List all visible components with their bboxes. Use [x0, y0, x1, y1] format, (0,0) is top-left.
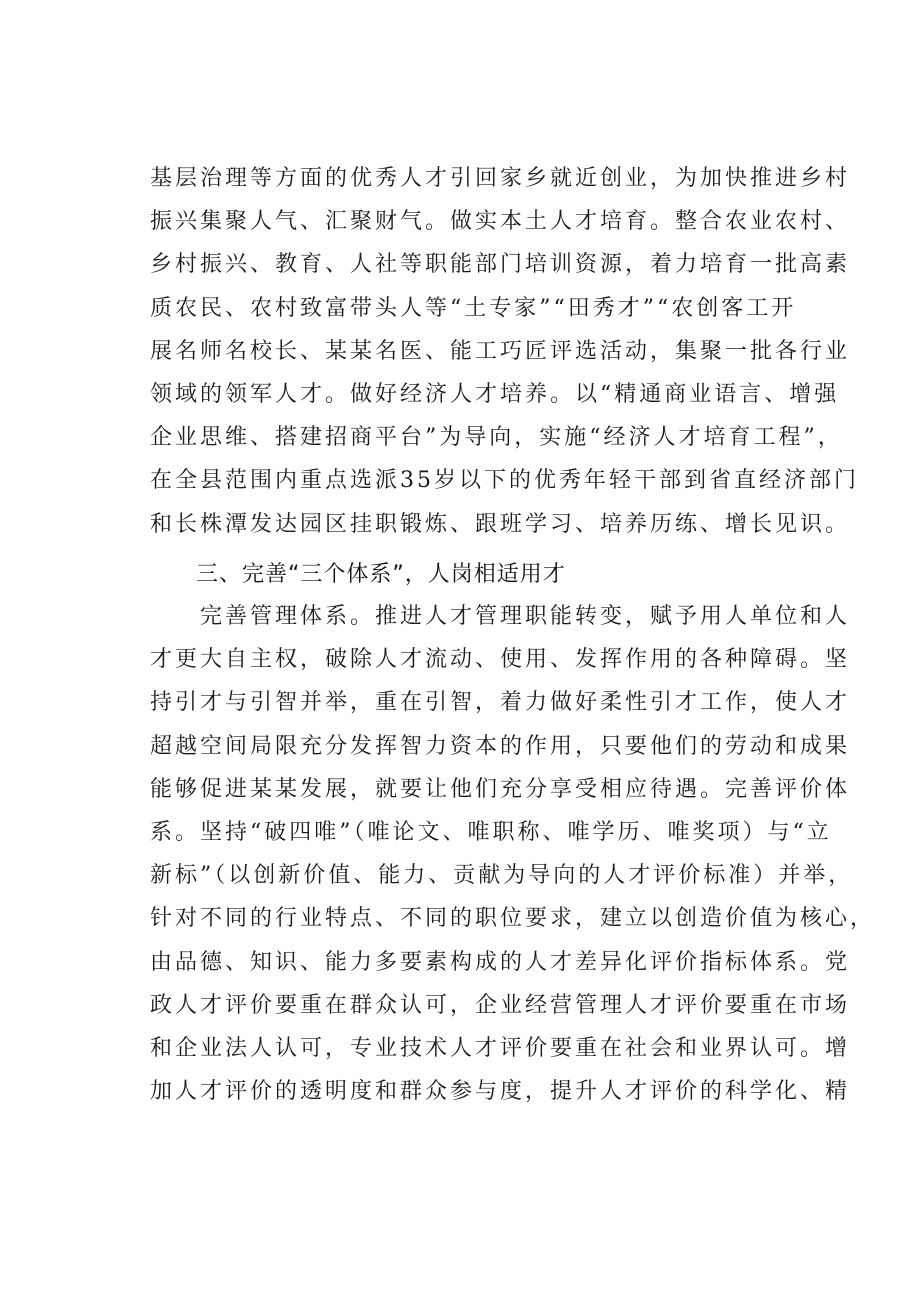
text-line: 持引才与引智并举，重在引智，着力做好柔性引才工作，使人才 — [150, 690, 851, 716]
text-line: 和长株潭发达园区挂职锻炼、跟班学习、培养历练、增长见识。 — [150, 511, 851, 537]
text-line: 振兴集聚人气、汇聚财气。做实本土人才培育。整合农业农村、 — [150, 209, 851, 235]
text-line: 领域的领军人才。做好经济人才培养。以“精通商业语言、增强 — [150, 381, 840, 407]
text-line: 由品德、知识、能力多要素构成的人才差异化评价指标体系。党 — [150, 949, 851, 975]
text-line: 系。坚持“破四唯”（唯论文、唯职称、唯学历、唯奖项）与“立 — [150, 819, 832, 845]
text-line: 在全县范围内重点选派35岁以下的优秀年轻干部到省直经济部门 — [150, 468, 859, 494]
text-line: 才更大自主权，破除人才流动、使用、发挥作用的各种障碍。坚 — [150, 647, 851, 673]
text-line: 完善管理体系。推进人才管理职能转变，赋予用人单位和人 — [200, 604, 851, 629]
text-line: 企业思维、搭建招商平台”为导向，实施“经济人才培育工程”， — [150, 425, 843, 451]
text-line: 能够促进某某发展，就要让他们充分享受相应待遇。完善评价体 — [150, 776, 851, 802]
text-line: 针对不同的行业特点、不同的职位要求，建立以创造价值为核心， — [150, 906, 876, 932]
text-line: 基层治理等方面的优秀人才引回家乡就近创业，为加快推进乡村 — [150, 166, 851, 191]
text-line: 和企业法人认可，专业技术人才评价要重在社会和业界认可。增 — [150, 1035, 851, 1061]
text-line: 质农民、农村致富带头人等“土专家”“田秀才”“农创客工开 — [150, 295, 797, 321]
text-line: 新标”（以创新价值、能力、贡献为导向的人才评价标准）并举， — [150, 863, 854, 889]
section-heading: 三、完善“三个体系”，人岗相适用才 — [196, 562, 566, 587]
text-line: 加人才评价的透明度和群众参与度，提升人才评价的科学化、精 — [150, 1079, 851, 1105]
paragraph-1 — [150, 157, 859, 546]
paragraph-2 — [150, 595, 876, 1113]
text-line: 政人才评价要重在群众认可，企业经营管理人才评价要重在市场 — [150, 992, 851, 1018]
text-line: 超越空间局限充分发挥智力资本的作用，只要他们的劳动和成果 — [150, 733, 851, 759]
text-line: 乡村振兴、教育、人社等职能部门培训资源，着力培育一批高素 — [150, 252, 851, 278]
text-line: 展名师名校长、某某名医、能工巧匠评选活动，集聚一批各行业 — [150, 338, 851, 364]
